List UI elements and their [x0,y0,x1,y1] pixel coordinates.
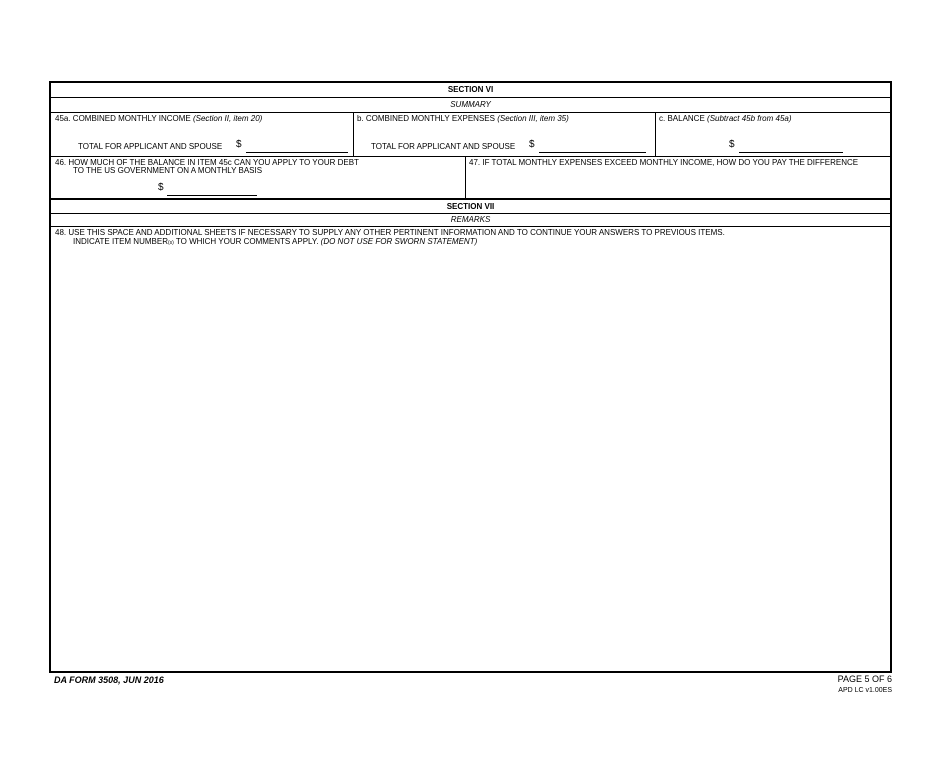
section-vi-header [51,83,890,98]
item-46-47-row [51,157,890,200]
section-vi-title: SECTION VI [447,85,494,94]
page-number: PAGE 5 OF 6 [837,674,892,684]
item-46-underline [167,195,257,196]
item-47-cell [466,157,890,198]
item-45c-dollar-sign: $ [729,139,735,150]
remarks-subtitle: REMARKS [450,215,491,224]
item-45a-income-field[interactable] [246,137,352,153]
version-label: APD LC v1.00ES [838,687,892,694]
item-45b-underline [539,152,646,153]
summary-header [51,98,890,113]
item-45b-label: b. COMBINED MONTHLY EXPENSES (Section III, item 35) [357,114,569,123]
item-48-label-line2: INDICATE ITEM NUMBER(s) TO WHICH YOUR COMMENTS APPLY. (DO NOT USE FOR SWORN STATEMENT) [73,237,478,246]
section-vii-header [51,200,890,214]
item-45-row [51,113,890,157]
section-vii-title: SECTION VII [446,202,495,211]
item-46-cell [51,157,465,198]
item-45b-total-label: TOTAL FOR APPLICANT AND SPOUSE [371,142,516,151]
item-45c-balance-field[interactable] [739,137,847,153]
item-48-remarks-field[interactable] [55,251,887,667]
item-45a-total-label: TOTAL FOR APPLICANT AND SPOUSE [78,142,223,151]
form-page [49,81,892,673]
item-47-difference-field[interactable] [469,169,889,200]
item-45b-expenses-field[interactable] [539,137,650,153]
form-id: DA FORM 3508, JUN 2016 [54,675,164,685]
item-45c-underline [739,152,843,153]
item-47-label: 47. IF TOTAL MONTHLY EXPENSES EXCEED MONTHLY INCOME, HOW DO YOU PAY THE DIFFERENCE [469,158,859,167]
item-45a-dollar-sign: $ [236,139,242,150]
item-48-label-line1: 48. USE THIS SPACE AND ADDITIONAL SHEETS IF NECESSARY TO SUPPLY ANY OTHER PERTINENT INFORMATION AND TO CONTINUE YOUR ANSWERS TO PREVIOUS ITEMS. [55,228,725,237]
item-46-label-line1: 46. HOW MUCH OF THE BALANCE IN ITEM 45c CAN YOU APPLY TO YOUR DEBT [55,158,359,167]
item-46-dollar-sign: $ [158,182,164,193]
item-45b-cell [354,113,655,156]
item-48-cell [51,227,890,671]
summary-subtitle: SUMMARY [450,100,491,109]
item-45c-label: c. BALANCE (Subtract 45b from 45a) [659,114,792,123]
item-45b-dollar-sign: $ [529,139,535,150]
remarks-header [51,214,890,227]
item-45c-cell [656,113,890,156]
item-45a-cell [51,113,353,156]
item-45a-underline [246,152,348,153]
item-46-label-line2: TO THE US GOVERNMENT ON A MONTHLY BASIS [73,166,263,175]
item-45a-label: 45a. COMBINED MONTHLY INCOME (Section II, item 20) [55,114,263,123]
